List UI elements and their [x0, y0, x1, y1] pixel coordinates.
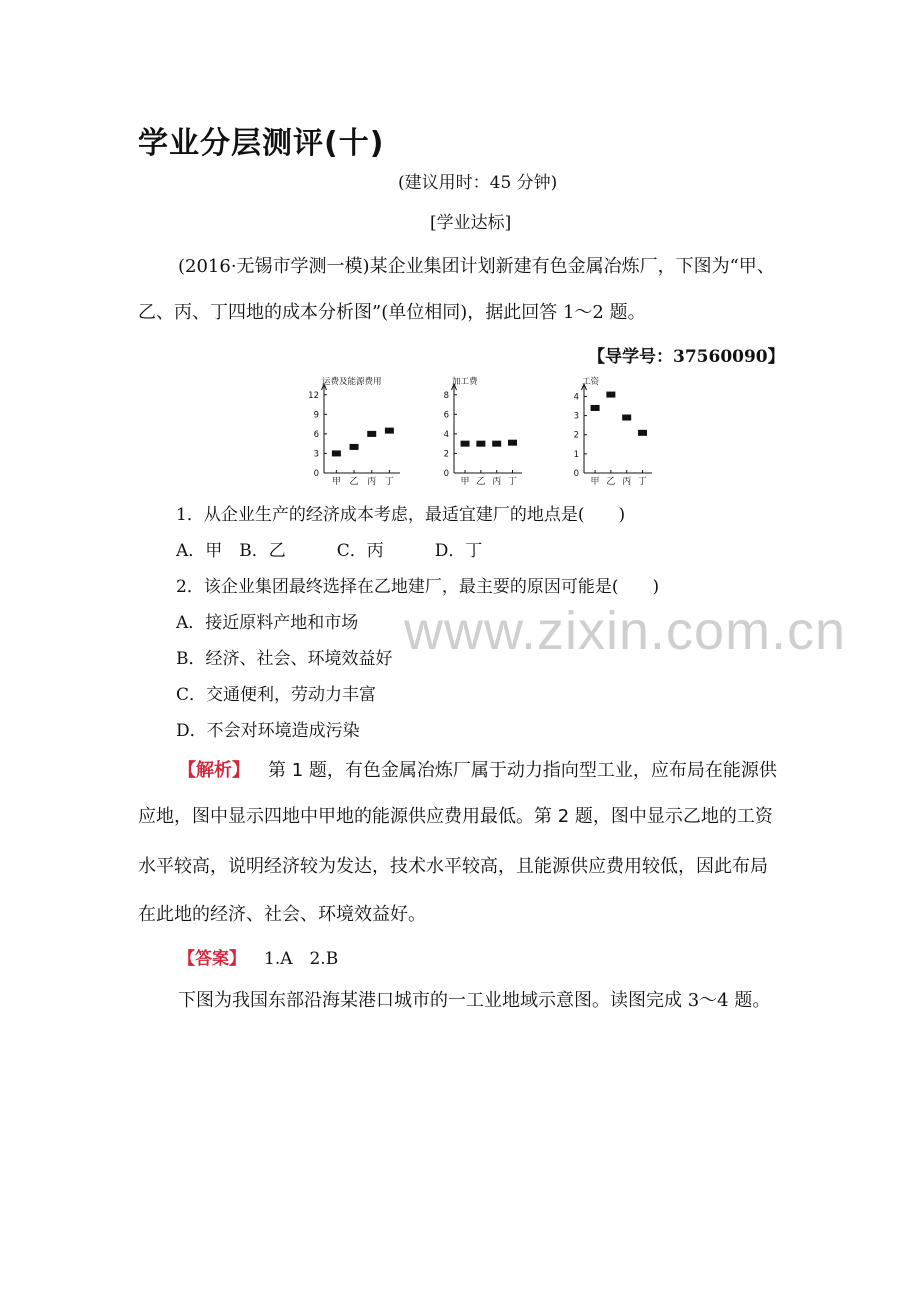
y-tick-label: 2	[573, 430, 579, 441]
analysis-text-1: 第 1 题，有色金属冶炼厂属于动力指向型工业，应布局在能源供	[268, 760, 777, 781]
question-2-option-b: B．经济、社会、环境效益好	[176, 649, 393, 669]
x-tick-label: 丙	[367, 477, 377, 487]
y-tick-label: 3	[573, 411, 579, 422]
x-tick-label: 甲	[590, 477, 600, 487]
x-tick-label: 丙	[622, 477, 632, 487]
x-tick-label: 乙	[476, 477, 486, 487]
data-point	[332, 450, 341, 456]
x-tick-label: 乙	[606, 477, 616, 487]
y-tick-label: 0	[313, 469, 319, 479]
question-2-option-c: C．交通便利，劳动力丰富	[176, 685, 377, 705]
y-tick-label: 8	[443, 390, 449, 401]
data-point	[508, 440, 517, 446]
data-point	[385, 428, 394, 434]
intro-line-1: (2016·无锡市学测一模)某企业集团计划新建有色金属冶炼厂，下图为“甲、	[178, 256, 775, 277]
guide-number: 【导学号：37560090】	[588, 347, 785, 367]
data-point	[622, 415, 631, 421]
answer-text: 1.A 2.B	[264, 949, 339, 969]
question-2: 2．该企业集团最终选择在乙地建厂，最主要的原因可能是( )	[176, 577, 660, 597]
data-point	[638, 430, 647, 436]
x-tick-label: 丁	[384, 477, 394, 487]
x-tick-label: 丁	[638, 477, 648, 487]
y-tick-label: 6	[443, 410, 449, 421]
data-point	[591, 405, 600, 411]
answer-tag: 【答案】	[178, 949, 246, 969]
data-point	[461, 441, 470, 447]
data-point	[492, 441, 501, 447]
question-2-option-d: D．不会对环境造成污染	[176, 721, 360, 741]
analysis-tag: 【解析】	[178, 760, 250, 781]
intro-line-2: 乙、丙、丁四地的成本分析图”(单位相同)，据此回答 1～2 题。	[138, 302, 646, 323]
data-point	[367, 431, 376, 437]
data-point	[606, 392, 615, 398]
next-intro: 下图为我国东部沿海某港口城市的一工业地域示意图。读图完成 3～4 题。	[178, 990, 771, 1011]
x-tick-label: 甲	[460, 477, 470, 487]
y-tick-label: 0	[443, 469, 449, 479]
time-note: (建议用时：45 分钟)	[398, 173, 558, 193]
y-tick-label: 3	[313, 449, 319, 460]
analysis-line-2: 应地，图中显示四地中甲地的能源供应费用最低。第 2 题，图中显示乙地的工资	[138, 806, 773, 827]
analysis-line-4: 在此地的经济、社会、环境效益好。	[138, 904, 426, 925]
y-tick-label: 4	[573, 392, 579, 403]
question-2-option-a: A．接近原料产地和市场	[176, 613, 359, 633]
y-tick-label: 1	[573, 449, 579, 460]
y-tick-label: 0	[573, 469, 579, 479]
y-axis-label: 工资	[582, 377, 600, 387]
analysis-line-1	[178, 756, 777, 782]
x-tick-label: 甲	[331, 477, 341, 487]
analysis-line-3: 水平较高，说明经济较为发达，技术水平较高，且能源供应费用较低，因此布局	[138, 856, 768, 877]
y-tick-label: 4	[443, 429, 449, 440]
section-heading: [学业达标]	[430, 213, 512, 233]
transport-energy-cost-chart	[298, 372, 408, 488]
y-tick-label: 12	[308, 390, 319, 401]
data-point	[476, 441, 485, 447]
watermark: www.zixin.com.cn	[404, 601, 847, 661]
y-axis-label: 加工费	[452, 377, 478, 387]
x-tick-label: 丁	[508, 477, 518, 487]
data-point	[350, 444, 359, 450]
x-tick-label: 乙	[349, 477, 359, 487]
question-1-options: A．甲 B．乙 C．丙 D．丁	[176, 541, 483, 561]
y-axis-label: 运费及能源费用	[322, 377, 382, 387]
processing-cost-chart	[428, 372, 528, 488]
question-1: 1．从企业生产的经济成本考虑，最适宜建厂的地点是( )	[176, 505, 626, 525]
answer-line	[178, 944, 338, 969]
page-title: 学业分层测评(十)	[138, 126, 385, 161]
y-tick-label: 9	[313, 410, 319, 421]
wage-cost-chart	[558, 372, 658, 488]
y-tick-label: 6	[313, 429, 319, 440]
x-tick-label: 丙	[492, 477, 502, 487]
y-tick-label: 2	[443, 449, 449, 460]
